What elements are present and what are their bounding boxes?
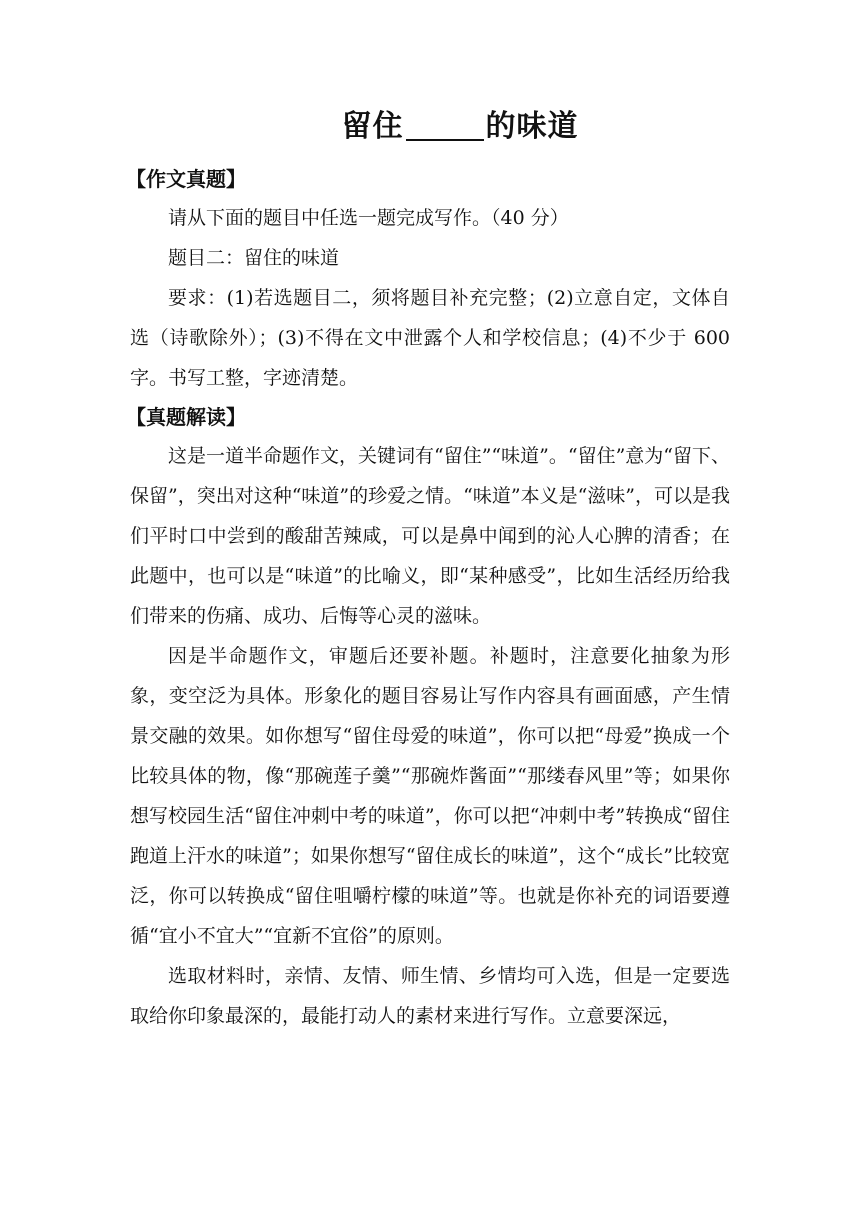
analysis-paragraph: 这是一道半命题作文，关键词有“留住”“味道”。“留住”意为“留下、保留”，突出对这种“味道”的珍爱之情。“味道”本义是“滋味”，可以是我们平时口中尝到的酸甜苦辣咸，可以是鼻中闻到的沁人心脾的清香；在此题中，也可以是“味道”的比喻义，即“某种感受”，比如生活经历给我们带来的伤痛、成功、后悔等心灵的滋味。 bbox=[130, 445, 730, 627]
title-suffix: 的味道 bbox=[485, 109, 579, 144]
prompt-paragraph: 题目二：留住的味道 bbox=[168, 247, 340, 269]
analysis-paragraph: 因是半命题作文，审题后还要补题。补题时，注意要化抽象为形象，变空泛为具体。形象化的题目容易让写作内容具有画面感，产生情景交融的效果。如你想写“留住母爱的味道”，你可以把“母爱”换成一个比较具体的物，像“那碗莲子羹”“那碗炸酱面”“那缕春风里”等；如果你想写校园生活“留住冲刺中考的味道”，你可以把“冲刺中考”转换成“留住跑道上汗水的味道”；如果你想写“留住成长的味道”，这个“成长”比较宽泛，你可以转换成“留住咀嚼柠檬的味道”等。也就是你补充的词语要遵循“宜小不宜大”“宜新不宜俗”的原则。 bbox=[130, 645, 730, 947]
prompt-paragraph: 要求：(1)若选题目二，须将题目补充完整；(2)立意自定，文体自选（诗歌除外）；(3)不得在文中泄露个人和学校信息；(4)不少于 600 字。书写工整，字迹清楚。 bbox=[130, 287, 730, 389]
section-heading-analysis: 【真题解读】 bbox=[126, 405, 246, 429]
section-heading-prompt: 【作文真题】 bbox=[126, 167, 246, 191]
document-body bbox=[126, 160, 730, 1036]
analysis-paragraph: 选取材料时，亲情、友情、师生情、乡情均可入选，但是一定要选取给你印象最深的，最能打动人的素材来进行写作。立意要深远， bbox=[130, 965, 730, 1027]
title-blank-line bbox=[406, 109, 484, 141]
document-title bbox=[0, 104, 860, 150]
prompt-paragraph: 请从下面的题目中任选一题完成写作。（40 分） bbox=[168, 207, 569, 229]
title-prefix: 留住 bbox=[341, 109, 404, 144]
